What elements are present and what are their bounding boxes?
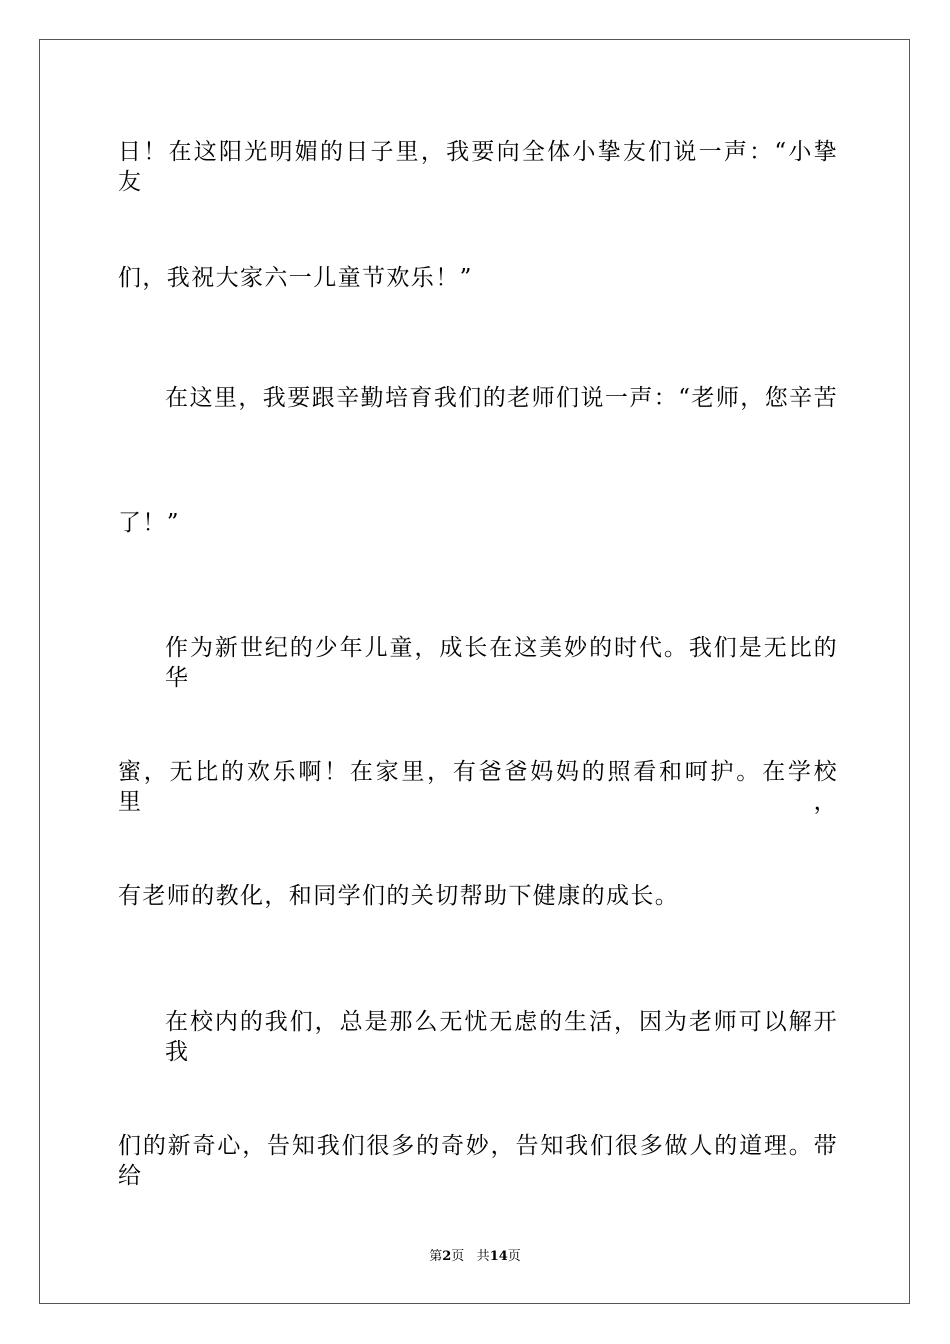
footer-total-suffix: 页 [507,1249,521,1264]
footer-total-pages: 14 [489,1249,508,1264]
footer-page-prefix: 第 [429,1249,443,1264]
text-line-6: 蜜，无比的欢乐啊！在家里，有爸爸妈妈的照看和呵护。在学校里， [118,759,838,815]
text-line-8: 在校内的我们，总是那么无忧无虑的生活，因为老师可以解开我 [165,1009,838,1065]
text-line-5: 作为新世纪的少年儿童，成长在这美妙的时代。我们是无比的华 [165,635,838,691]
footer-page-number: 2 [442,1249,452,1264]
text-line-1: 日！在这阳光明媚的日子里，我要向全体小挚友们说一声：“小挚友 [118,139,838,195]
text-line-2: 们，我祝大家六一儿童节欢乐！” [118,265,473,291]
page-footer [0,1248,950,1266]
text-line-9: 们的新奇心，告知我们很多的奇妙，告知我们很多做人的道理。带给 [118,1133,838,1189]
text-line-4: 了！” [118,510,180,536]
footer-total-prefix: 共 [476,1249,490,1264]
text-line-3: 在这里，我要跟辛勤培育我们的老师们说一声：“老师，您辛苦 [165,385,838,411]
footer-page-suffix: 页 [451,1249,465,1264]
text-line-7: 有老师的教化，和同学们的关切帮助下健康的成长。 [118,883,680,909]
